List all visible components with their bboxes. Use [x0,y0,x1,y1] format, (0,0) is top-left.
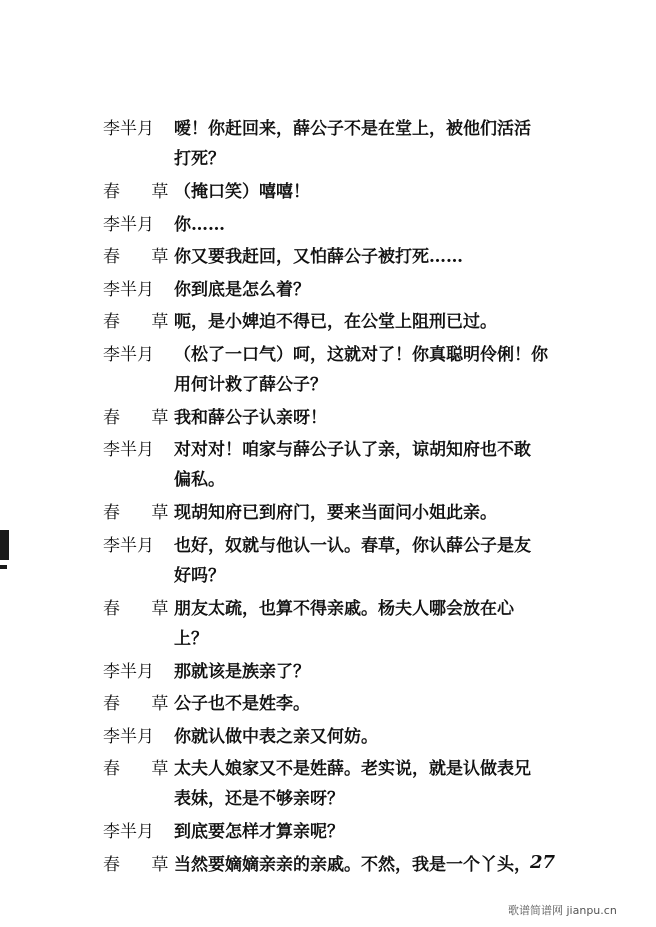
page-number: 27 [530,852,556,873]
speaker-name: 李半月 [103,344,154,365]
speech-line: 偏私。 [174,470,225,490]
speaker-name: 春 草 [103,503,182,523]
speech-text [174,114,564,174]
speech-line: 当然要嫡嫡亲亲的亲戚。不然，我是一个丫头， [174,854,531,875]
speech-line: 用何计救了薛公子？ [174,374,327,395]
speaker-name: 春 草 [103,854,182,875]
speech-line: 你就认做中表之亲又何妨。 [174,726,378,747]
speaker-name: 春 草 [103,694,182,714]
speech-line: 你到底是怎么着？ [174,279,310,300]
speaker-name: 李半月 [103,119,154,139]
speech-line: 朋友太疏，也算不得亲戚。杨夫人哪会放在心 [174,598,514,619]
speech-text [174,722,564,752]
speaker-name: 春 草 [103,598,182,619]
speech-line: 呃，是小婢迫不得已，在公堂上阻刑已过。 [174,312,497,332]
speech-text [174,307,564,337]
speech-line: 嗳！你赶回来，薛公子不是在堂上，被他们活活 [174,119,531,139]
speaker-name: 李半月 [103,822,154,842]
speaker-name: 李半月 [103,214,154,235]
speech-line: 表妹，还是不够亲呀？ [174,789,344,809]
speech-text [174,689,564,719]
speech-text [174,275,564,305]
speech-line: 上？ [174,628,208,649]
speech-text [174,657,564,687]
speech-text [174,242,564,272]
speech-line: 公子也不是姓李。 [174,694,310,714]
speech-text [174,817,564,847]
speech-text [174,403,564,433]
speech-line: 到底要怎样才算亲呢？ [174,822,344,842]
speech-line: （掩口笑）嘻嘻！ [174,182,310,202]
speech-line: 好吗？ [174,565,225,586]
speech-line: 你…… [174,214,225,235]
speech-line: 打死？ [174,149,225,169]
speech-line: 太夫人娘家又不是姓薛。老实说，就是认做表兄 [174,759,531,779]
binding-mark-small [0,565,7,569]
speech-text [174,340,564,400]
speech-line: 也好，奴就与他认一认。春草，你认薛公子是友 [174,535,531,556]
speaker-name: 李半月 [103,726,154,747]
watermark-text: 歌谱简谱网 jianpu.cn [508,904,617,917]
speaker-name: 李半月 [103,440,154,460]
speaker-name: 春 草 [103,312,182,332]
speech-line: 那就该是族亲了？ [174,661,310,682]
speech-text [174,177,564,207]
binding-mark [0,530,9,560]
speech-line: 你又要我赶回，又怕薛公子被打死…… [174,247,463,267]
speaker-name: 李半月 [103,535,154,556]
speaker-name: 春 草 [103,407,182,428]
speech-text [174,594,564,654]
speech-line: 我和薛公子认亲呀！ [174,407,327,428]
speaker-name: 李半月 [103,279,154,300]
speech-text [174,210,564,240]
speech-line: 对对对！咱家与薛公子认了亲，谅胡知府也不敢 [174,440,531,460]
speaker-name: 春 草 [103,759,182,779]
speech-line: （松了一口气）呵，这就对了！你真聪明伶俐！你 [174,344,548,365]
speech-text [174,531,564,591]
speech-text [174,754,564,814]
speaker-name: 李半月 [103,661,154,682]
speech-text [174,850,564,880]
speech-text [174,435,564,495]
speaker-name: 春 草 [103,247,182,267]
speech-text [174,498,564,528]
speech-line: 现胡知府已到府门，要来当面问小姐此亲。 [174,503,497,523]
speaker-name: 春 草 [103,182,182,202]
